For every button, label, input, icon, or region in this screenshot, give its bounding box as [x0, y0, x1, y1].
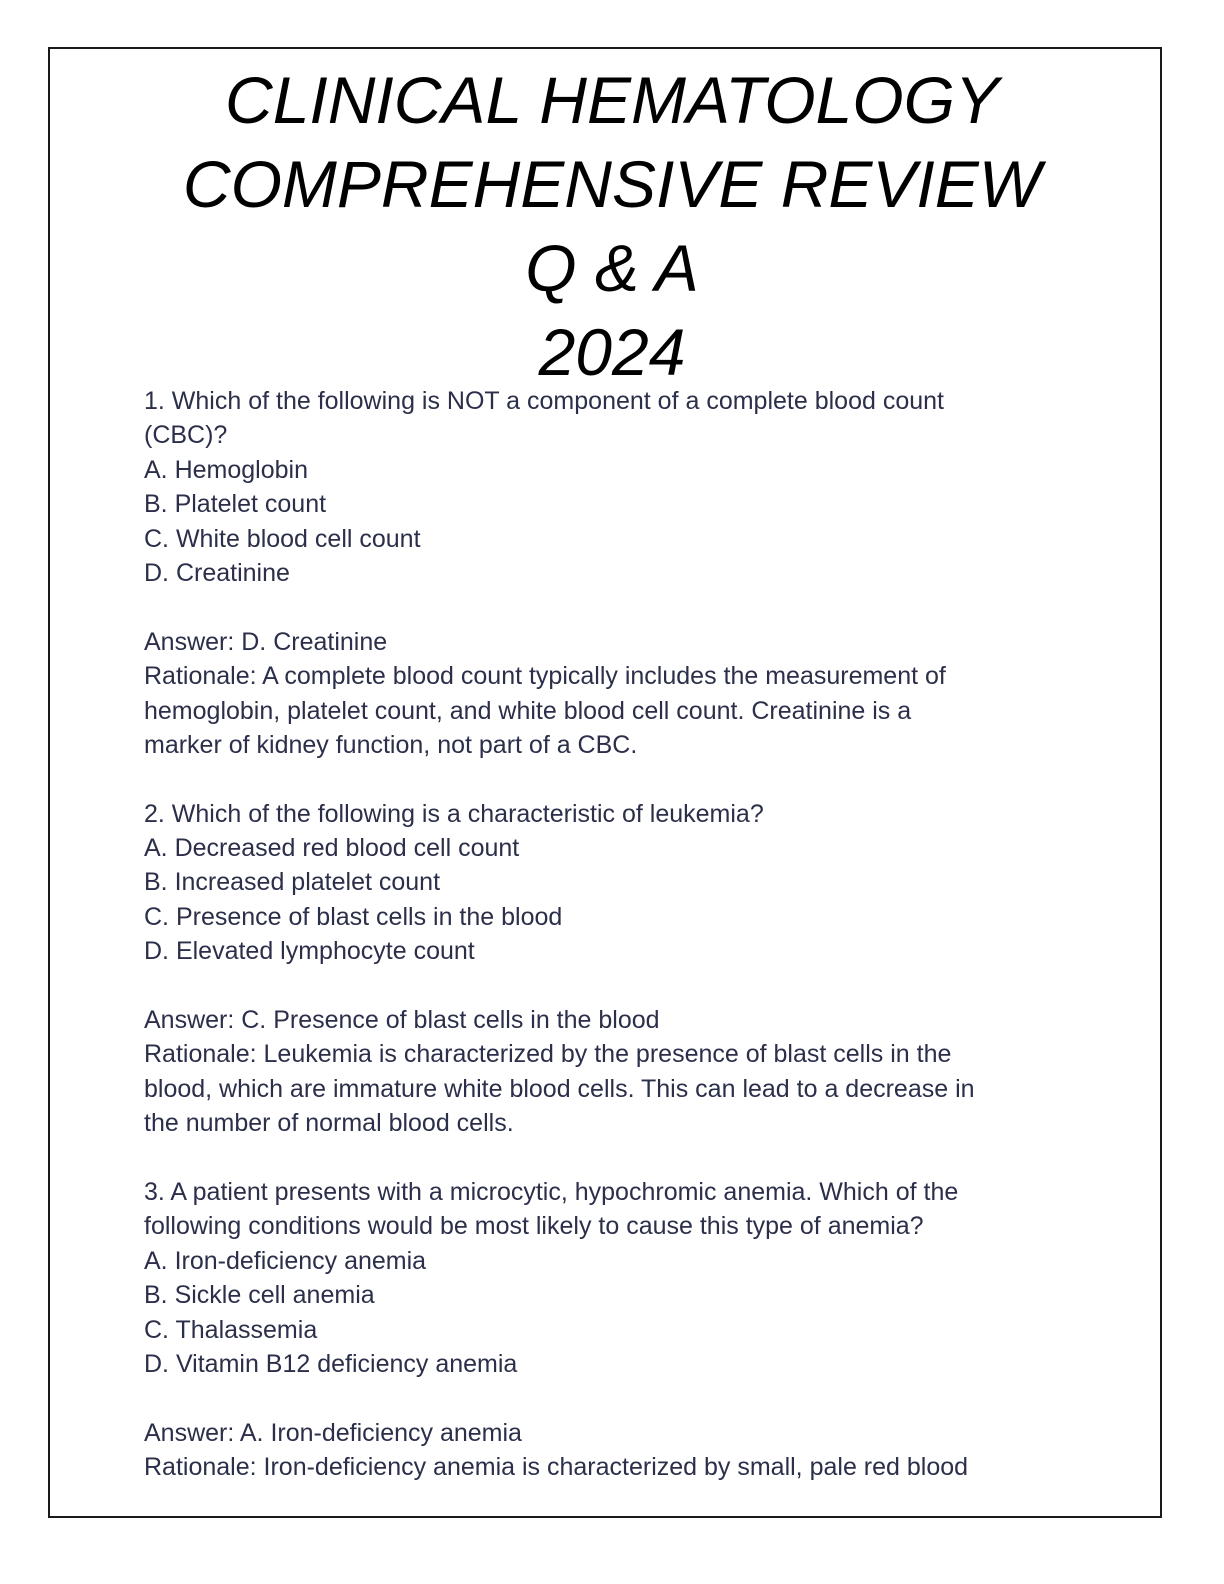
spacer	[144, 762, 1104, 796]
title-line-1: CLINICAL HEMATOLOGY	[225, 63, 999, 137]
question-text: 2. Which of the following is a characteristic of leukemia?	[144, 799, 764, 828]
question-1	[144, 384, 1104, 762]
spacer	[144, 969, 1104, 1003]
option-c: C. Thalassemia	[144, 1315, 318, 1344]
spacer	[144, 1381, 1104, 1415]
spacer	[144, 590, 1104, 624]
rationale-text: the number of normal blood cells.	[144, 1109, 514, 1138]
question-text: (CBC)?	[144, 421, 228, 450]
option-c: C. Presence of blast cells in the blood	[144, 902, 563, 931]
option-b: B. Platelet count	[144, 490, 327, 519]
question-list	[144, 384, 1104, 1485]
answer-text: Answer: D. Creatinine	[144, 627, 388, 656]
question-text: 1. Which of the following is NOT a component of a complete blood count	[144, 387, 944, 415]
title-line-3: Q & A	[525, 231, 699, 305]
rationale-text: Rationale: Leukemia is characterized by the presence of blast cells in the	[144, 1040, 952, 1069]
question-3	[144, 1175, 1104, 1485]
answer-text: Answer: C. Presence of blast cells in the blood	[144, 1006, 660, 1035]
rationale-text: Rationale: A complete blood count typically includes the measurement of	[144, 662, 946, 691]
rationale-text: Rationale: Iron-deficiency anemia is characterized by small, pale red blood	[144, 1453, 969, 1482]
rationale-text: marker of kidney function, not part of a CBC.	[144, 730, 638, 759]
option-a: A. Hemoglobin	[144, 455, 308, 484]
rationale-text: hemoglobin, platelet count, and white blood cell count. Creatinine is a	[144, 696, 912, 725]
option-b: B. Increased platelet count	[144, 868, 441, 897]
question-text: following conditions would be most likely to cause this type of anemia?	[144, 1212, 924, 1241]
question-text: 3. A patient presents with a microcytic, hypochromic anemia. Which of the	[144, 1177, 959, 1206]
document-title	[0, 58, 1224, 394]
option-d: D. Elevated lymphocyte count	[144, 937, 475, 966]
option-b: B. Sickle cell anemia	[144, 1281, 375, 1310]
rationale-text: blood, which are immature white blood cells. This can lead to a decrease in	[144, 1074, 975, 1103]
option-c: C. White blood cell count	[144, 524, 421, 553]
question-2	[144, 797, 1104, 1141]
title-line-4: 2024	[538, 315, 686, 389]
option-d: D. Creatinine	[144, 558, 290, 587]
option-d: D. Vitamin B12 deficiency anemia	[144, 1349, 518, 1378]
option-a: A. Decreased red blood cell count	[144, 834, 520, 863]
spacer	[144, 1141, 1104, 1175]
option-a: A. Iron-deficiency anemia	[144, 1246, 427, 1275]
title-line-2: COMPREHENSIVE REVIEW	[182, 147, 1042, 221]
answer-text: Answer: A. Iron-deficiency anemia	[144, 1418, 522, 1447]
